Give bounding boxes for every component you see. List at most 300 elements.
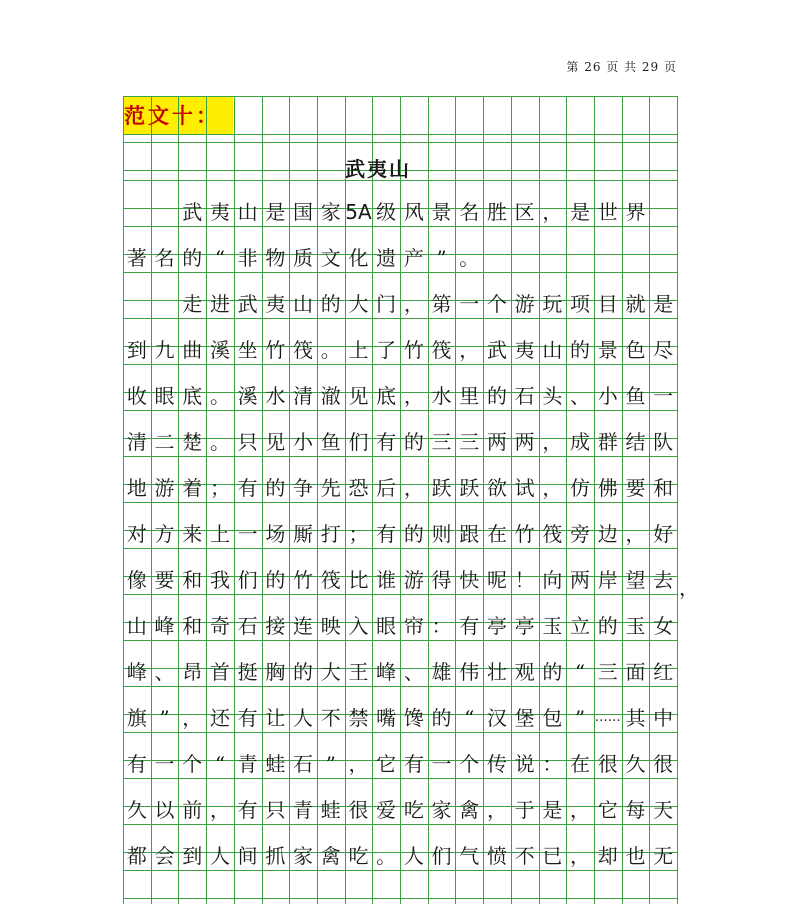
grid-row-line — [123, 226, 677, 227]
grid-character: 三 — [459, 430, 480, 454]
grid-character: 曲 — [182, 338, 203, 362]
grid-character: 个 — [459, 752, 480, 776]
section-title: 范文十： — [124, 104, 220, 128]
grid-character: 玉 — [542, 614, 563, 638]
grid-character: 武 — [182, 200, 203, 224]
grid-character: ， — [542, 430, 563, 454]
grid-character: 试 — [514, 476, 535, 500]
grid-character: 水 — [431, 384, 452, 408]
grid-row-line — [123, 502, 677, 503]
grid-row-line — [123, 594, 677, 595]
grid-character: 会 — [154, 844, 175, 868]
grid-character: 目 — [597, 292, 618, 316]
grid-character: “ — [214, 246, 226, 270]
grid-character: 挺 — [237, 660, 258, 684]
grid-character: 夷 — [514, 338, 535, 362]
grid-character: 谁 — [376, 568, 397, 592]
grid-character: 筏 — [293, 338, 314, 362]
grid-character: 名 — [154, 246, 175, 270]
grid-character: 旗 — [126, 706, 147, 730]
grid-character: 成 — [570, 430, 591, 454]
grid-character: 到 — [182, 844, 203, 868]
grid-character: 胜 — [486, 200, 507, 224]
grid-character: 佛 — [597, 476, 618, 500]
grid-character: 。 — [209, 384, 230, 408]
grid-character: 厮 — [293, 522, 314, 546]
grid-character: ； — [209, 476, 230, 500]
grid-character: 的 — [320, 292, 341, 316]
grid-character: 国 — [293, 200, 314, 224]
grid-character: 筏 — [320, 568, 341, 592]
grid-character: 很 — [348, 798, 369, 822]
grid-character: 快 — [459, 568, 480, 592]
grid-character: 我 — [209, 568, 230, 592]
grid-character: 一 — [237, 522, 258, 546]
grid-character: 和 — [182, 614, 203, 638]
grid-character: 接 — [265, 614, 286, 638]
grid-row-line — [123, 640, 677, 641]
grid-character: 玉 — [625, 614, 646, 638]
grid-character: 说 — [514, 752, 535, 776]
grid-character: 游 — [403, 568, 424, 592]
grid-character: 风 — [403, 200, 424, 224]
grid-character: 峰 — [376, 660, 397, 684]
grid-character: 溪 — [237, 384, 258, 408]
grid-character: 青 — [237, 752, 258, 776]
grid-character: 昂 — [182, 660, 203, 684]
grid-character: ： — [431, 614, 452, 638]
grid-character: 只 — [265, 798, 286, 822]
grid-character: 石 — [237, 614, 258, 638]
grid-character: 5A — [345, 200, 372, 224]
grid-character: 以 — [154, 798, 175, 822]
grid-character: 著 — [126, 246, 147, 270]
grid-character: 了 — [376, 338, 397, 362]
grid-character: 色 — [625, 338, 646, 362]
grid-character: 青 — [293, 798, 314, 822]
grid-character: 映 — [320, 614, 341, 638]
grid-character: 爱 — [376, 798, 397, 822]
grid-character: 夷 — [209, 200, 230, 224]
grid-character: 让 — [265, 706, 286, 730]
grid-character: 蛙 — [265, 752, 286, 776]
grid-character: 和 — [182, 568, 203, 592]
grid-character: 则 — [431, 522, 452, 546]
grid-character: 久 — [625, 752, 646, 776]
grid-character: 旁 — [570, 522, 591, 546]
grid-character: 、 — [154, 660, 175, 684]
grid-character: ： — [542, 752, 563, 776]
grid-character: 化 — [348, 246, 369, 270]
essay-title: 武夷山 — [345, 157, 411, 181]
grid-character: 的 — [403, 430, 424, 454]
grid-character: 石 — [514, 384, 535, 408]
grid-character: 景 — [597, 338, 618, 362]
grid-character: 有 — [459, 614, 480, 638]
grid-character: 亭 — [486, 614, 507, 638]
grid-character: 红 — [653, 660, 674, 684]
grid-character: 后 — [376, 476, 397, 500]
grid-character: 两 — [486, 430, 507, 454]
grid-character: 上 — [209, 522, 230, 546]
grid-character: 个 — [486, 292, 507, 316]
grid-character: 到 — [126, 338, 147, 362]
grid-row-line — [123, 548, 677, 549]
grid-character: 坐 — [237, 338, 258, 362]
grid-character: 很 — [597, 752, 618, 776]
grid-character: 无 — [653, 844, 674, 868]
grid-character: ， — [625, 522, 646, 546]
grid-character: 遗 — [376, 246, 397, 270]
grid-character: 面 — [625, 660, 646, 684]
grid-character: 大 — [348, 292, 369, 316]
grid-character: 物 — [265, 246, 286, 270]
grid-character: 清 — [293, 384, 314, 408]
grid-row-line — [123, 134, 677, 135]
grid-character: 都 — [126, 844, 147, 868]
grid-character: 。 — [376, 844, 397, 868]
grid-character: 对 — [126, 522, 147, 546]
grid-character: 的 — [293, 660, 314, 684]
grid-character: 前 — [182, 798, 203, 822]
grid-character: 景 — [431, 200, 452, 224]
grid-character: 壮 — [486, 660, 507, 684]
grid-character: 望 — [625, 568, 646, 592]
grid-character: 有 — [237, 798, 258, 822]
grid-character: 的 — [486, 384, 507, 408]
grid-character: “ — [214, 752, 226, 776]
grid-character: 有 — [237, 476, 258, 500]
overflow-punctuation: ， — [679, 576, 699, 600]
grid-character: 观 — [514, 660, 535, 684]
grid-character: 水 — [265, 384, 286, 408]
grid-character: 气 — [459, 844, 480, 868]
grid-character: 入 — [348, 614, 369, 638]
grid-row-line — [123, 870, 677, 871]
grid-character: 进 — [209, 292, 230, 316]
grid-character: 底 — [182, 384, 203, 408]
grid-character: 项 — [570, 292, 591, 316]
grid-character: 岸 — [597, 568, 618, 592]
grid-character: 却 — [597, 844, 618, 868]
grid-character: 已 — [542, 844, 563, 868]
grid-character: 的 — [265, 568, 286, 592]
grid-character: 竹 — [293, 568, 314, 592]
grid-character: 馋 — [403, 706, 424, 730]
grid-character: 石 — [293, 752, 314, 776]
grid-character: 名 — [459, 200, 480, 224]
grid-character: 家 — [320, 200, 341, 224]
grid-character: 门 — [376, 292, 397, 316]
grid-character: 先 — [320, 476, 341, 500]
grid-character: 世 — [597, 200, 618, 224]
grid-character: 的 — [182, 246, 203, 270]
grid-character: 们 — [431, 844, 452, 868]
grid-character: 。 — [320, 338, 341, 362]
grid-row-line — [123, 686, 677, 687]
grid-character: 连 — [293, 614, 314, 638]
grid-character: 不 — [514, 844, 535, 868]
grid-character: 有 — [403, 752, 424, 776]
grid-character: 人 — [293, 706, 314, 730]
grid-row-line — [123, 898, 677, 899]
grid-character: 吃 — [403, 798, 424, 822]
grid-character: 的 — [597, 614, 618, 638]
grid-character: 争 — [293, 476, 314, 500]
grid-character: 有 — [376, 522, 397, 546]
grid-character: 跟 — [459, 522, 480, 546]
grid-character: 包 — [542, 706, 563, 730]
grid-character: 三 — [431, 430, 452, 454]
grid-character: ， — [542, 476, 563, 500]
grid-character: 的 — [431, 706, 452, 730]
grid-character: 去 — [653, 568, 674, 592]
grid-character: 家 — [431, 798, 452, 822]
grid-character: 、 — [570, 384, 591, 408]
grid-character: 三 — [597, 660, 618, 684]
grid-character: ” — [159, 706, 170, 730]
grid-character: 比 — [348, 568, 369, 592]
grid-character: 文 — [320, 246, 341, 270]
grid-character: …… — [594, 710, 621, 725]
grid-character: 第 — [431, 292, 452, 316]
grid-character: 帘 — [403, 614, 424, 638]
grid-character: 竹 — [403, 338, 424, 362]
grid-character: 一 — [653, 384, 674, 408]
grid-character: 队 — [653, 430, 674, 454]
grid-character: 禽 — [459, 798, 480, 822]
grid-character: 一 — [459, 292, 480, 316]
grid-character: 筏 — [431, 338, 452, 362]
grid-character: ， — [209, 798, 230, 822]
grid-character: ， — [459, 338, 480, 362]
grid-row-line — [123, 456, 677, 457]
grid-character: ， — [403, 292, 424, 316]
grid-character: 走 — [182, 292, 203, 316]
grid-character: 愤 — [486, 844, 507, 868]
grid-character: 不 — [320, 706, 341, 730]
grid-character: 像 — [126, 568, 147, 592]
grid-column-line — [677, 96, 678, 904]
grid-character: 天 — [653, 798, 674, 822]
grid-character: 玩 — [542, 292, 563, 316]
grid-character: 一 — [154, 752, 175, 776]
grid-character: 方 — [154, 522, 175, 546]
grid-character: 夷 — [265, 292, 286, 316]
grid-character: 里 — [459, 384, 480, 408]
grid-character: 峰 — [126, 660, 147, 684]
grid-character: 边 — [597, 522, 618, 546]
grid-character: 打 — [320, 522, 341, 546]
grid-character: 只 — [237, 430, 258, 454]
grid-character: 游 — [514, 292, 535, 316]
grid-character: 头 — [542, 384, 563, 408]
grid-character: 非 — [237, 246, 258, 270]
grid-character: 们 — [348, 430, 369, 454]
grid-character: 要 — [625, 476, 646, 500]
grid-character: 级 — [376, 200, 397, 224]
page-number: 第 26 页 共 29 页 — [566, 60, 677, 74]
grid-character: “ — [464, 706, 475, 730]
grid-character: 嘴 — [376, 706, 397, 730]
grid-character: 伟 — [459, 660, 480, 684]
grid-character: 。 — [459, 246, 480, 270]
grid-character: 中 — [653, 706, 674, 730]
grid-character: 蛙 — [320, 798, 341, 822]
grid-character: 跃 — [459, 476, 480, 500]
grid-character: ！ — [514, 568, 535, 592]
grid-character: 很 — [653, 752, 674, 776]
grid-character: 们 — [237, 568, 258, 592]
grid-character: 楚 — [182, 430, 203, 454]
grid-character: 是 — [265, 200, 286, 224]
grid-character: 它 — [597, 798, 618, 822]
grid-character: 家 — [293, 844, 314, 868]
grid-character: 吃 — [348, 844, 369, 868]
grid-character: 恐 — [348, 476, 369, 500]
grid-character: 女 — [653, 614, 674, 638]
grid-row-line — [123, 824, 677, 825]
grid-character: ” — [436, 246, 447, 270]
grid-character: ， — [570, 798, 591, 822]
grid-row-line — [123, 318, 677, 319]
grid-character: 武 — [486, 338, 507, 362]
grid-character: ； — [348, 522, 369, 546]
grid-character: ， — [542, 200, 563, 224]
grid-character: 跃 — [431, 476, 452, 500]
grid-character: ” — [325, 752, 336, 776]
grid-character: 堡 — [514, 706, 535, 730]
grid-character: 的 — [570, 338, 591, 362]
grid-character: ” — [574, 706, 586, 730]
grid-character: 立 — [570, 614, 591, 638]
grid-character: ， — [403, 384, 424, 408]
grid-character: ， — [348, 752, 369, 776]
grid-character: 地 — [126, 476, 147, 500]
grid-character: 在 — [486, 522, 507, 546]
grid-character: 就 — [625, 292, 646, 316]
grid-character: ， — [403, 476, 424, 500]
grid-character: 群 — [597, 430, 618, 454]
grid-row-line — [123, 272, 677, 273]
grid-character: 是 — [570, 200, 591, 224]
grid-character: 清 — [126, 430, 147, 454]
grid-character: 竹 — [514, 522, 535, 546]
grid-character: 游 — [154, 476, 175, 500]
grid-character: ， — [486, 798, 507, 822]
grid-character: 王 — [348, 660, 369, 684]
grid-character: 的 — [403, 522, 424, 546]
grid-character: “ — [574, 660, 586, 684]
grid-character: 鱼 — [625, 384, 646, 408]
grid-character: 亭 — [514, 614, 535, 638]
grid-row-line — [123, 778, 677, 779]
grid-character: 场 — [265, 522, 286, 546]
grid-character: 于 — [514, 798, 535, 822]
grid-character: 雄 — [431, 660, 452, 684]
grid-character: 禽 — [320, 844, 341, 868]
grid-character: 两 — [570, 568, 591, 592]
grid-character: 是 — [542, 798, 563, 822]
grid-character: 见 — [348, 384, 369, 408]
grid-character: 汉 — [486, 706, 507, 730]
grid-character: 来 — [182, 522, 203, 546]
grid-character: 界 — [625, 200, 646, 224]
grid-character: 小 — [293, 430, 314, 454]
grid-character: 大 — [320, 660, 341, 684]
grid-character: 小 — [597, 384, 618, 408]
grid-character: 仿 — [570, 476, 591, 500]
grid-character: 有 — [126, 752, 147, 776]
grid-character: 着 — [182, 476, 203, 500]
grid-character: 人 — [209, 844, 230, 868]
grid-character: 好 — [653, 522, 674, 546]
grid-character: ， — [182, 706, 203, 730]
grid-character: 首 — [209, 660, 230, 684]
grid-character: 有 — [237, 706, 258, 730]
grid-character: 在 — [570, 752, 591, 776]
grid-character: 见 — [265, 430, 286, 454]
grid-character: 向 — [542, 568, 563, 592]
grid-character: 收 — [126, 384, 147, 408]
grid-character: 。 — [209, 430, 230, 454]
grid-character: 有 — [376, 430, 397, 454]
grid-character: 武 — [237, 292, 258, 316]
grid-character: 久 — [126, 798, 147, 822]
grid-character: 每 — [625, 798, 646, 822]
grid-character: 底 — [376, 384, 397, 408]
grid-character: 上 — [348, 338, 369, 362]
grid-character: 传 — [486, 752, 507, 776]
grid-row-line — [123, 96, 677, 97]
grid-character: 还 — [209, 706, 230, 730]
grid-character: 区 — [514, 200, 535, 224]
grid-character: 眼 — [376, 614, 397, 638]
grid-character: 和 — [653, 476, 674, 500]
grid-character: 它 — [376, 752, 397, 776]
grid-character: 筏 — [542, 522, 563, 546]
grid-character: 竹 — [265, 338, 286, 362]
grid-character: 间 — [237, 844, 258, 868]
grid-character: 九 — [154, 338, 175, 362]
grid-character: 抓 — [265, 844, 286, 868]
grid-character: 溪 — [209, 338, 230, 362]
grid-character: 的 — [265, 476, 286, 500]
grid-character: 山 — [293, 292, 314, 316]
grid-character: 山 — [126, 614, 147, 638]
grid-character: 两 — [514, 430, 535, 454]
grid-character: 一 — [431, 752, 452, 776]
grid-character: 二 — [154, 430, 175, 454]
grid-character: 禁 — [348, 706, 369, 730]
grid-character: 产 — [403, 246, 424, 270]
grid-character: 人 — [403, 844, 424, 868]
grid-character: 质 — [293, 246, 314, 270]
grid-row-line — [123, 142, 677, 143]
grid-character: 结 — [625, 430, 646, 454]
grid-character: 山 — [237, 200, 258, 224]
grid-character: 的 — [542, 660, 563, 684]
grid-row-line — [123, 732, 677, 733]
grid-character: 得 — [431, 568, 452, 592]
grid-row-line — [123, 410, 677, 411]
grid-character: 其 — [625, 706, 646, 730]
grid-character: 眼 — [154, 384, 175, 408]
grid-character: 尽 — [653, 338, 674, 362]
grid-character: 澈 — [320, 384, 341, 408]
grid-character: ， — [570, 844, 591, 868]
grid-character: 奇 — [209, 614, 230, 638]
